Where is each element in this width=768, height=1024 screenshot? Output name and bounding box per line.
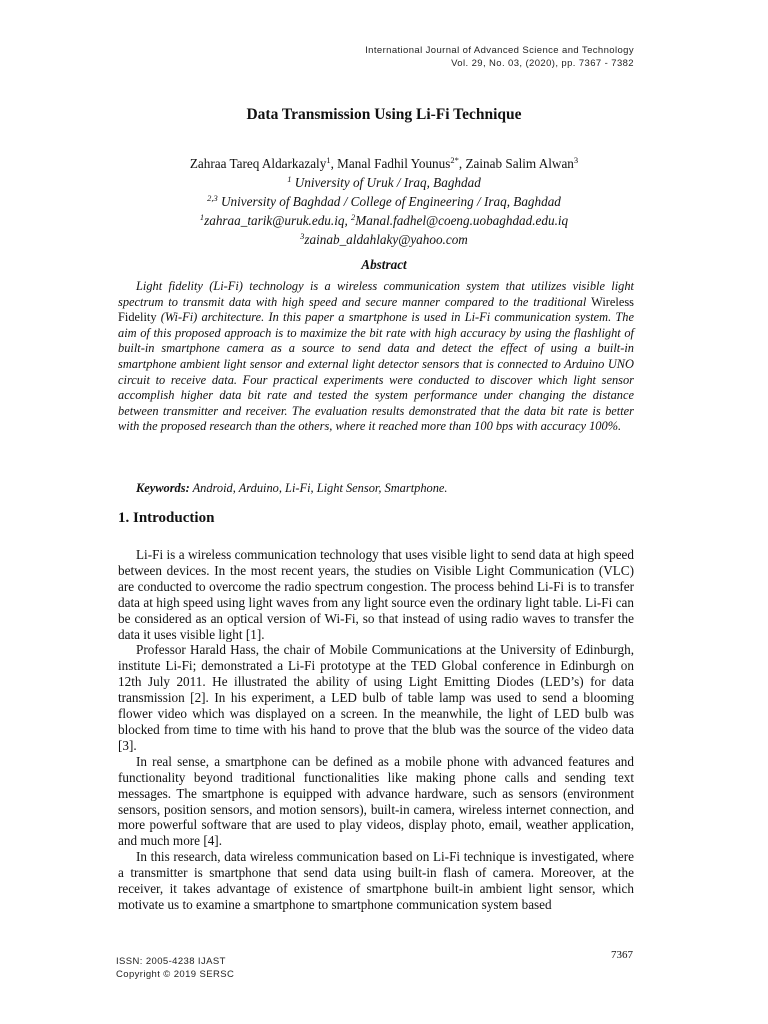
author-1-sup: 1 xyxy=(326,155,331,165)
keywords-text: Android, Arduino, Li-Fi, Light Sensor, Smartphone. xyxy=(189,481,448,495)
affiliation-2-sup: 2,3 xyxy=(207,193,218,203)
email-2-sup: 2 xyxy=(351,212,356,222)
affiliation-1-sup: 1 xyxy=(287,174,292,184)
email-1-sup: 1 xyxy=(199,212,205,222)
keywords-label: Keywords: xyxy=(136,481,190,495)
paragraph-2: Professor Harald Hass, the chair of Mobile Communications at the University of Edinburgh, institute Li-Fi; demonstrated a Li-Fi prototype at the TED Global conference in Edinburgh on 12th July 2011. He illustrated the ability of using Light Emitting Diodes (LED’s) for data transmission [2]. In his experiment, a LED bulb of table lamp was used to send a blooming flower video which was displayed on a screen. In the meanwhile, the light of LED bulb was blocked from time to time with his hand to prove that the blub was the source of the video data [3]. xyxy=(118,642,634,753)
email-2: Manal.fadhel@coeng.uobaghdad.edu.iq xyxy=(355,213,569,228)
email-3-sup: 3 xyxy=(300,231,305,241)
introduction-body xyxy=(118,547,634,913)
affiliation-2-text: University of Baghdad / College of Engineering / Iraq, Baghdad xyxy=(217,194,561,209)
email-3: zainab_aldahlaky@yahoo.com xyxy=(304,232,468,247)
journal-volume: Vol. 29, No. 03, (2020), pp. 7367 - 7382 xyxy=(451,58,634,69)
section-heading-introduction: 1. Introduction xyxy=(118,510,215,526)
keywords xyxy=(136,481,448,496)
emails-line-2 xyxy=(0,230,768,249)
paragraph-1: Li-Fi is a wireless communication technology that uses visible light to send data at high speed between devices. In the most recent years, the studies on Visible Light Communication (VLC) are conducted to overcome the radio spectrum congestion. The process behind Li-Fi is to transfer data at high speed using light waves from any light source even the ordinary light table. Li-Fi can be considered as an optical version of Wi-Fi, so that instead of using radio waves to transfer the data it uses visible light [1]. xyxy=(118,547,634,642)
abstract-part-2: (Wi-Fi) architecture. In this paper a smartphone is used in Li-Fi communication system. The aim of this proposed approach is to maximize the bit rate with high accuracy by using the flashlight of built-in smartphone camera as a source to send data and detect the effect of using a built-in smartphone ambient light sensor and external light detector sensors that is connected to Arduino UNO circuit to receive data. Four practical experiments were conducted to discover which light sensor accomplish higher data bit rate and tested the system performance under changing the distance between transmitter and receiver. The evaluation results demonstrated that the data bit rate is better with the proposed research than the others, where it reached more than 100 bps with accuracy 100%. xyxy=(118,310,634,434)
emails-line-1 xyxy=(0,211,768,230)
affiliation-1-text: University of Uruk / Iraq, Baghdad xyxy=(291,175,481,190)
abstract-upright: Wireless Fidelity xyxy=(118,294,634,325)
paper-title: Data Transmission Using Li-Fi Technique xyxy=(246,106,522,123)
author-2-sup: 2* xyxy=(450,155,459,165)
paragraph-4: In this research, data wireless communication based on Li-Fi technique is investigated, where a transmitter is smartphone that send data using built-in flash of camera. Moreover, at the receiver, it takes advantage of existence of smartphone built-in ambient light sensor, which motivate us to examine a smartphone to smartphone communication system based xyxy=(118,849,634,912)
author-names xyxy=(0,154,768,173)
affiliation-1 xyxy=(0,173,768,192)
footer xyxy=(116,955,234,981)
abstract-text xyxy=(118,279,634,435)
journal-header xyxy=(365,44,634,70)
paragraph-3: In real sense, a smartphone can be defined as a mobile phone with advanced features and functionality beyond traditional functionalities like making phone calls and sending text messages. The smartphone is equipped with advance hardware, such as sensors (environment sensors, position sensors, and motion sensors), built-in camera, wireless internet connection, and more powerful software that are used to play videos, display photo, email, weather application, and much more [4]. xyxy=(118,753,634,849)
abstract-part-1: Light fidelity (Li-Fi) technology is a wireless communication system that utilizes visible light spectrum to transmit data with high speed and secure manner compared to the traditional xyxy=(118,279,634,309)
abstract-heading: Abstract xyxy=(361,257,407,272)
journal-name: International Journal of Advanced Science and Technology xyxy=(365,45,634,56)
author-block xyxy=(0,154,768,249)
author-2: , Manal Fadhil Younus xyxy=(330,156,451,171)
author-1: Zahraa Tareq Aldarkazaly xyxy=(189,156,327,171)
issn: ISSN: 2005-4238 IJAST xyxy=(116,956,226,967)
page-number: 7367 xyxy=(611,949,633,961)
email-1: zahraa_tarik@uruk.edu.iq, xyxy=(204,213,352,228)
copyright: Copyright © 2019 SERSC xyxy=(116,969,235,980)
author-3: , Zainab Salim Alwan xyxy=(458,156,574,171)
affiliation-2 xyxy=(0,192,768,211)
author-3-sup: 3 xyxy=(573,155,579,165)
